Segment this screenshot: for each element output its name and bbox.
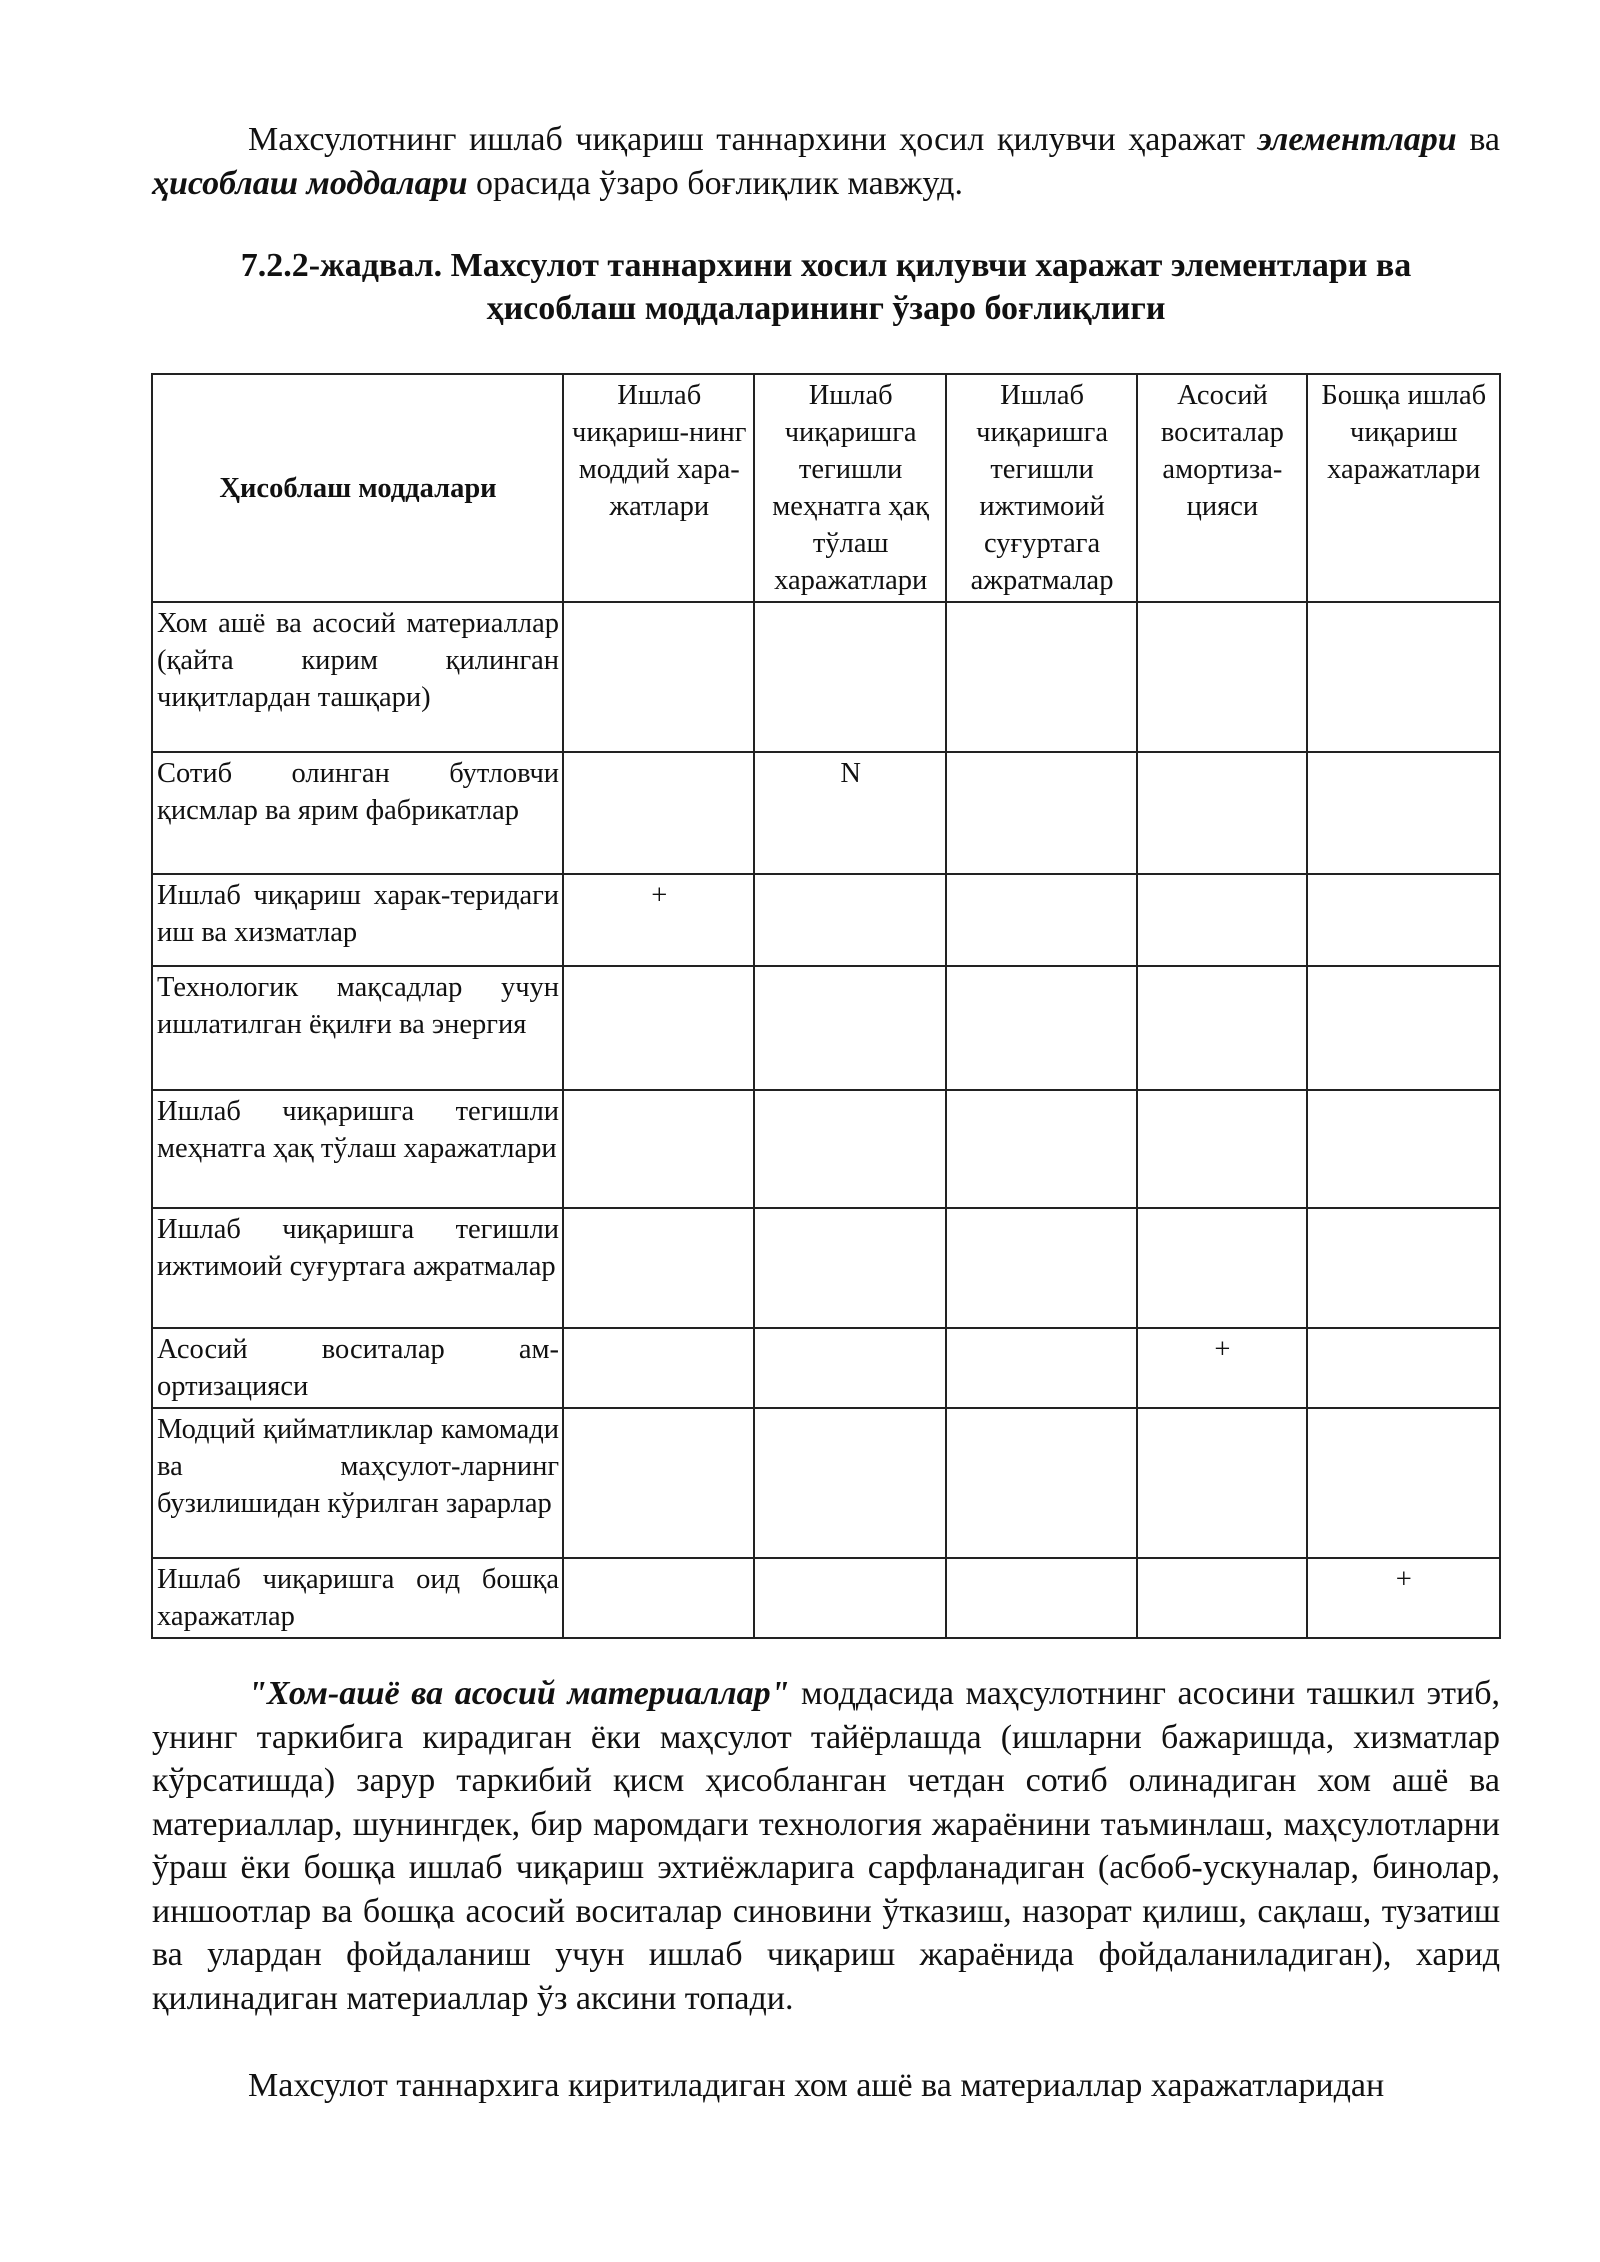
table-row <box>152 1090 1500 1208</box>
table-cell <box>563 1090 754 1208</box>
intro-emphasis-1: элементлари <box>1257 121 1457 158</box>
column-header: Ишлаб чиқаришга тегишли ижтимоий суғуртага ажратмалар <box>946 374 1137 602</box>
table-cell <box>754 1558 945 1638</box>
table-cell <box>946 1408 1137 1558</box>
table-row <box>152 1208 1500 1328</box>
body-emphasis: "Хом-ашё ва асосий материаллар" <box>248 1675 790 1712</box>
row-label: Асосий воситалар ам-ортизацияси <box>152 1328 563 1408</box>
row-label: Ишлаб чиқаришга оид бошқа харажатлар <box>152 1558 563 1638</box>
body-text-1: моддасида маҳсулотнинг асосини ташкил этиб, унинг таркибига кирадиган ёки маҳсулот тайёрлашда (ишларни бажаришда, хизматлар кўрсатишда) зарур таркибий қисм ҳисобланган четдан сотиб олинадиган хом ашё ва материаллар, шунингдек, бир маромдаги технология жараёнини таъминлаш, маҳсулотларни ўраш ёки бошқа ишлаб чиқариш эхтиёжларига сарфланадиган (асбоб-ускуналар, бинолар, иншоотлар ва бошқа асосий воситалар синовини ўтказиш, назорат қилиш, сақлаш, тузатиш ва улардан фойдаланиш учун ишлаб чиқариш жараёнида фойдаланиладиган), харид қилинадиган материаллар ўз аксини топади. <box>152 1675 1500 2017</box>
row-label: Ишлаб чиқариш харак-теридаги иш ва хизматлар <box>152 874 563 966</box>
table-cell <box>754 966 945 1090</box>
cost-relationship-table <box>151 373 1501 1639</box>
row-label: Модций қийматликлар камомади ва маҳсулот-ларнинг бузилишидан кўрилган зарарлар <box>152 1408 563 1558</box>
table-cell <box>1137 1408 1306 1558</box>
table-cell <box>946 1558 1137 1638</box>
table-cell <box>563 1208 754 1328</box>
table-cell <box>754 1328 945 1408</box>
table-cell <box>1137 1090 1306 1208</box>
row-label: Сотиб олинган бутловчи қисмлар ва ярим фабрикатлар <box>152 752 563 874</box>
table-cell <box>1137 966 1306 1090</box>
table-cell: + <box>1307 1558 1500 1638</box>
table-cell <box>946 874 1137 966</box>
table-cell <box>946 602 1137 752</box>
body-paragraph-1 <box>152 1672 1500 2020</box>
table-cell <box>754 602 945 752</box>
table-cell <box>563 1328 754 1408</box>
table-cell <box>1137 602 1306 752</box>
column-header: Ишлаб чиқариш-нинг моддий хара-жатлари <box>563 374 754 602</box>
table-cell <box>1307 966 1500 1090</box>
table-cell <box>754 1408 945 1558</box>
column-header: Асосий воситалар амортиза-цияси <box>1137 374 1306 602</box>
column-header: Ишлаб чиқаришга тегишли меҳнатга ҳақ тўлаш харажатлари <box>754 374 945 602</box>
table-row <box>152 1328 1500 1408</box>
row-label: Технологик мақсадлар учун ишлатилган ёқилғи ва энергия <box>152 966 563 1090</box>
table-cell <box>754 1090 945 1208</box>
intro-text-2: ва <box>1469 121 1501 158</box>
caption-line-1: 7.2.2-жадвал. Махсулот таннархини хосил қилувчи харажат элементлари ва <box>240 247 1412 284</box>
table-cell <box>1307 1408 1500 1558</box>
table-cell <box>1137 752 1306 874</box>
table-cell: N <box>754 752 945 874</box>
table-cell <box>1307 752 1500 874</box>
row-label: Ишлаб чиқаришга тегишли ижтимоий суғуртага ажратмалар <box>152 1208 563 1328</box>
intro-text-3: орасида ўзаро боғлиқлик мавжуд. <box>475 164 963 202</box>
table-cell <box>946 1090 1137 1208</box>
table-cell <box>1307 1208 1500 1328</box>
table-cell <box>1307 1090 1500 1208</box>
table-cell <box>946 1328 1137 1408</box>
table-cell <box>563 1558 754 1638</box>
column-header: Бошқа ишлаб чиқариш харажатлари <box>1307 374 1500 602</box>
intro-paragraph <box>152 118 1500 205</box>
table-cell: + <box>1137 1328 1306 1408</box>
table-row <box>152 1408 1500 1558</box>
row-label: Хом ашё ва асосий материаллар (қайта кирим қилинган чиқитлардан ташқари) <box>152 602 563 752</box>
intro-text-1: Махсулотнинг ишлаб чиқариш таннархини ҳосил қилувчи ҳаражат <box>248 121 1246 158</box>
table-header-row <box>152 374 1500 602</box>
body-text-2: Махсулот таннархига киритиладиган хом ашё ва материаллар харажатларидан <box>248 2067 1385 2104</box>
table-row <box>152 602 1500 752</box>
table-cell <box>1137 874 1306 966</box>
table-cell <box>1307 602 1500 752</box>
table-row <box>152 874 1500 966</box>
row-header-cell: Ҳисоблаш моддалари <box>152 374 563 602</box>
table-cell <box>754 874 945 966</box>
table-cell <box>754 1208 945 1328</box>
table-body <box>152 602 1500 1638</box>
table-cell: + <box>563 874 754 966</box>
table-cell <box>563 1408 754 1558</box>
table-row <box>152 1558 1500 1638</box>
body-paragraph-2 <box>152 2064 1500 2108</box>
table-cell <box>946 1208 1137 1328</box>
table-cell <box>1137 1558 1306 1638</box>
table-cell <box>563 966 754 1090</box>
caption-line-2: ҳисоблаш моддаларининг ўзаро боғлиқлиги <box>486 290 1166 327</box>
table-cell <box>1307 874 1500 966</box>
intro-emphasis-2: ҳисоблаш моддалари <box>152 164 468 202</box>
row-label: Ишлаб чиқаришга тегишли меҳнатга ҳақ тўлаш харажатлари <box>152 1090 563 1208</box>
table-cell <box>946 752 1137 874</box>
table-cell <box>1307 1328 1500 1408</box>
table-row <box>152 966 1500 1090</box>
table-cell <box>946 966 1137 1090</box>
table-row <box>152 752 1500 874</box>
table-cell <box>563 752 754 874</box>
table-caption <box>152 244 1500 330</box>
table-cell <box>1137 1208 1306 1328</box>
table-cell <box>563 602 754 752</box>
